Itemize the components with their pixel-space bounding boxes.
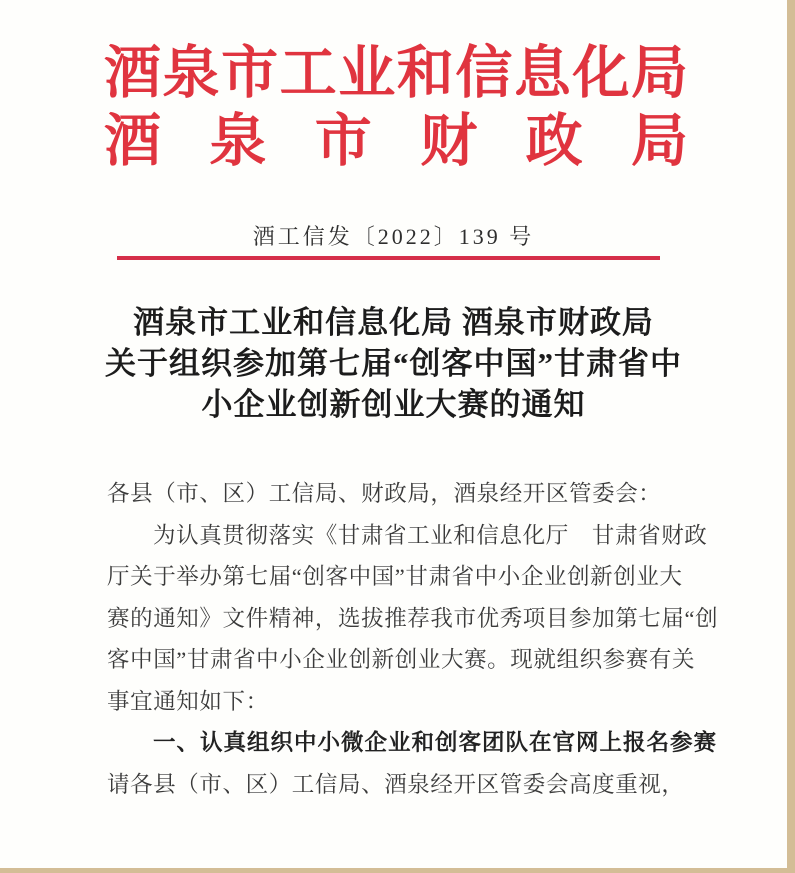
org-letterhead [104, 40, 688, 176]
paragraph-line: 为认真贯彻落实《甘肃省工业和信息化厅 甘肃省财政 [153, 522, 708, 548]
section-heading: 一、认真组织中小微企业和创客团队在官网上报名参赛 [153, 730, 718, 755]
org-name-line1: 酒泉市工业和信息化局 [104, 42, 688, 105]
paragraph-line: 客中国”甘肃省中小企业创新创业大赛。现就组织参赛有关 [107, 647, 696, 672]
paragraph-line: 事宜通知如下： [107, 688, 269, 714]
notice-title-line1: 酒泉市工业和信息化局 酒泉市财政局 [133, 305, 654, 340]
notice-title-line2: 关于组织参加第七届“创客中国”甘肃省中 [105, 346, 682, 381]
paragraph-line: 厅关于举办第七届“创客中国”甘肃省中小企业创新创业大 [107, 564, 683, 589]
org-name-line2: 酒 泉 市 财 政 局 [104, 110, 688, 173]
red-divider-rule [117, 256, 660, 260]
notice-title-line3: 小企业创新创业大赛的通知 [201, 387, 586, 422]
doc-reference-number: 酒工信发〔2022〕139 号 [252, 224, 535, 249]
scan-edge-bottom [0, 868, 795, 873]
paragraph-line: 请各县（市、区）工信局、酒泉经开区管委会高度重视， [107, 771, 685, 797]
scan-edge-right [787, 0, 795, 873]
notice-body [107, 473, 719, 805]
salutation-line: 各县（市、区）工信局、财政局，酒泉经开区管委会： [107, 481, 662, 506]
notice-title [0, 302, 787, 425]
paragraph-line: 赛的通知》文件精神，选拔推荐我市优秀项目参加第七届“创 [107, 605, 719, 631]
